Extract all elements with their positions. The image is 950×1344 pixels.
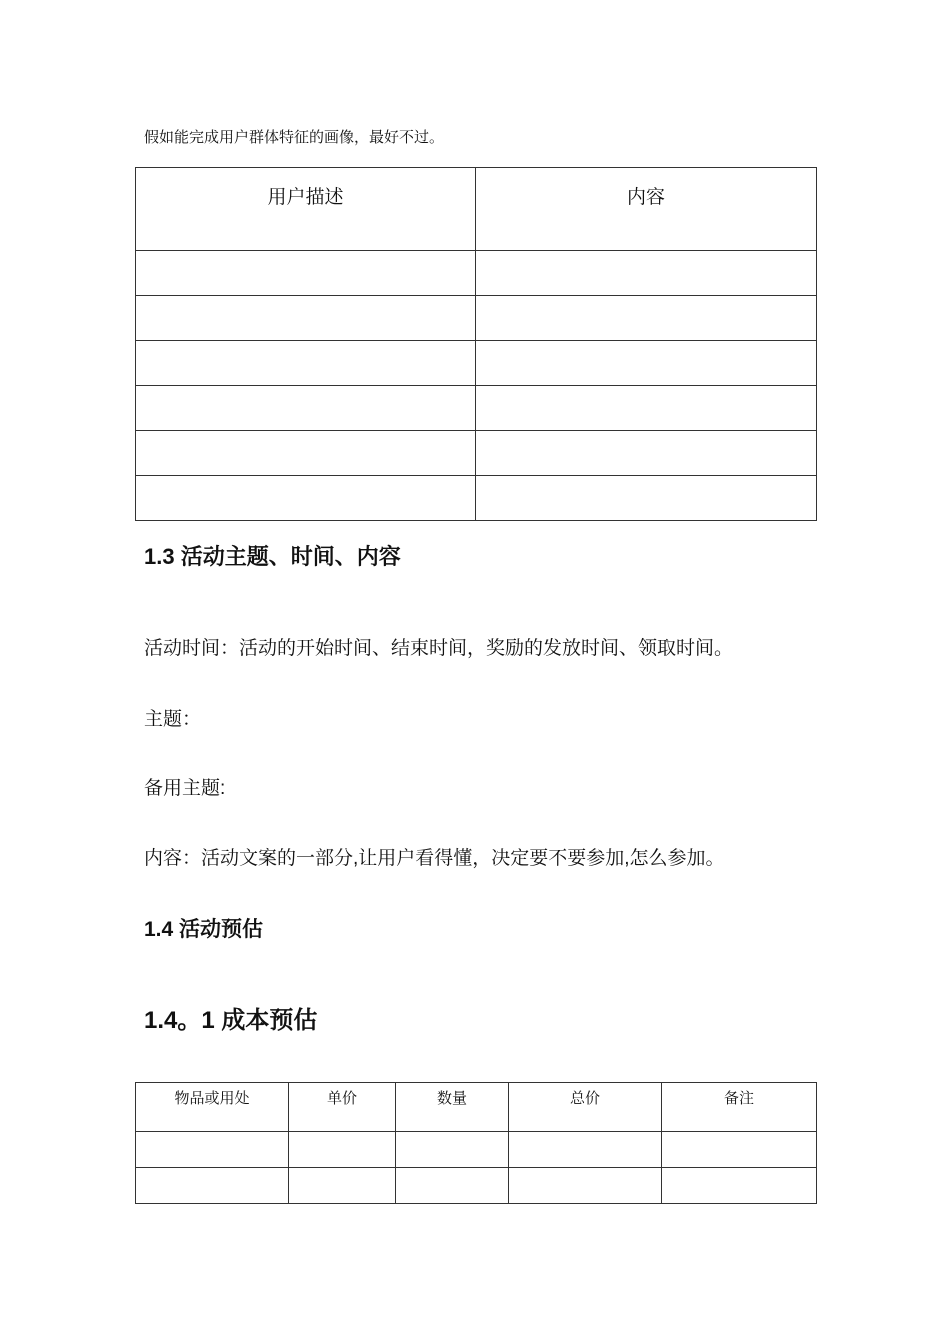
table-cell[interactable] [136, 476, 476, 521]
table-row [136, 251, 817, 296]
theme-paragraph: 主题： [144, 709, 202, 730]
section-heading-1-4: 1.4 活动预估 [144, 918, 264, 941]
activity-time-paragraph: 活动时间：活动的开始时间、结束时间，奖励的发放时间、领取时间。 [144, 638, 734, 659]
table-cell[interactable] [136, 1132, 289, 1168]
table-cell[interactable] [509, 1168, 662, 1204]
table-cell[interactable] [662, 1132, 817, 1168]
table-header-content: 内容 [476, 168, 817, 251]
table-row [136, 1132, 817, 1168]
table-cell[interactable] [136, 251, 476, 296]
table-header-row [136, 1083, 817, 1132]
table-cell[interactable] [662, 1168, 817, 1204]
table-cell[interactable] [476, 386, 817, 431]
table-cell[interactable] [289, 1132, 396, 1168]
table-row [136, 296, 817, 341]
table-cell[interactable] [136, 341, 476, 386]
section-heading-1-3: 1.3 活动主题、时间、内容 [144, 544, 401, 569]
cost-estimate-table [135, 1082, 817, 1204]
intro-text: 假如能完成用户群体特征的画像，最好不过。 [144, 128, 445, 146]
table-cell[interactable] [396, 1132, 509, 1168]
table-cell[interactable] [136, 431, 476, 476]
table-cell[interactable] [509, 1132, 662, 1168]
table-cell[interactable] [396, 1168, 509, 1204]
table-header-row [136, 168, 817, 251]
table-row [136, 341, 817, 386]
section-heading-1-4-1: 1.4。1 成本预估 [144, 1007, 318, 1034]
table-row [136, 1168, 817, 1204]
table-cell[interactable] [136, 296, 476, 341]
table-header-user-description: 用户描述 [136, 168, 476, 251]
table-cell[interactable] [476, 251, 817, 296]
table-header-item: 物品或用处 [136, 1083, 289, 1132]
table-cell[interactable] [476, 431, 817, 476]
table-cell[interactable] [289, 1168, 396, 1204]
table-header-remarks: 备注 [662, 1083, 817, 1132]
table-header-unit-price: 单价 [289, 1083, 396, 1132]
table-row [136, 431, 817, 476]
user-description-table [135, 167, 817, 521]
table-cell[interactable] [476, 341, 817, 386]
table-cell[interactable] [476, 476, 817, 521]
table-cell[interactable] [476, 296, 817, 341]
table-cell[interactable] [136, 1168, 289, 1204]
table-cell[interactable] [136, 386, 476, 431]
table-header-total-price: 总价 [509, 1083, 662, 1132]
table-row [136, 386, 817, 431]
content-paragraph: 内容：活动文案的一部分,让用户看得懂，决定要不要参加,怎么参加。 [144, 848, 725, 869]
table-header-quantity: 数量 [396, 1083, 509, 1132]
table-row [136, 476, 817, 521]
backup-theme-paragraph: 备用主题: [144, 778, 226, 799]
